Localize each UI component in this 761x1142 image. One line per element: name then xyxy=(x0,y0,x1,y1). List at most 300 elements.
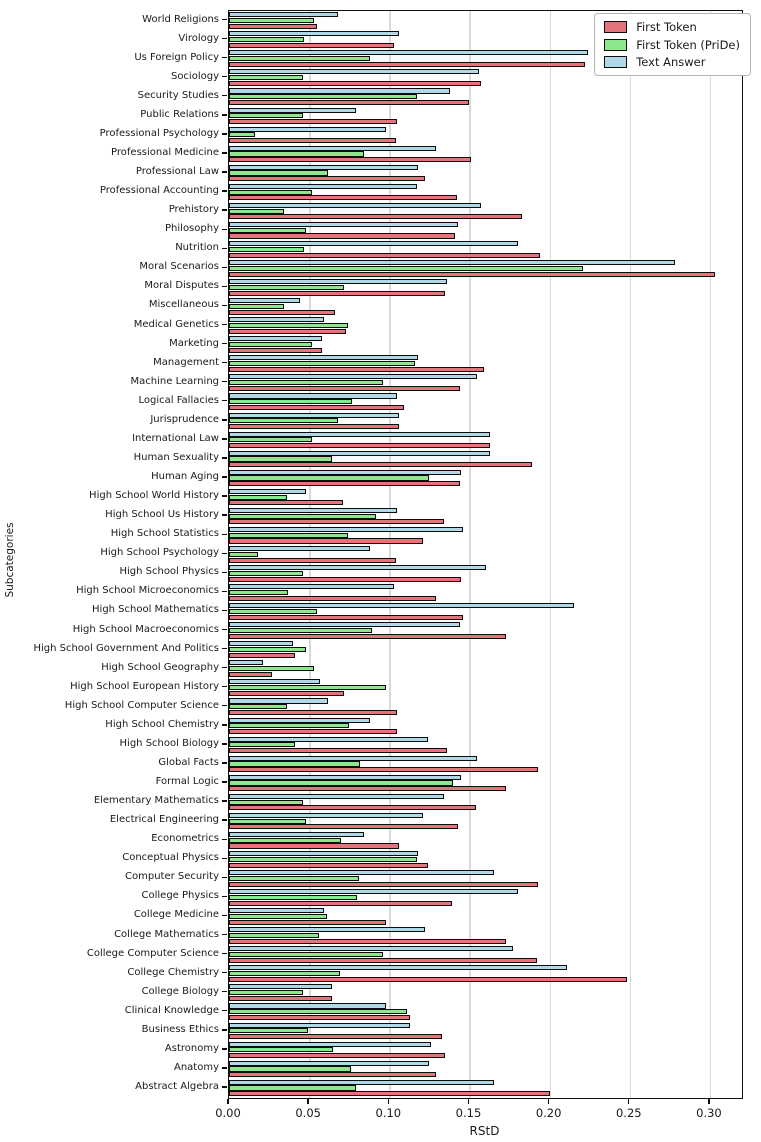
bar-first-token xyxy=(229,920,386,925)
bar-first-token xyxy=(229,481,460,486)
y-tick-mark xyxy=(222,553,227,554)
bar-text-answer xyxy=(229,355,418,360)
category-label: High School Macroeconomics xyxy=(72,623,219,635)
y-tick-mark xyxy=(222,76,227,77)
category-label-row xyxy=(0,353,227,372)
category-label-row xyxy=(0,1078,227,1097)
bar-text-answer xyxy=(229,298,300,303)
y-tick-mark xyxy=(222,572,227,573)
bar-first-token-pride- xyxy=(229,952,383,957)
bar-group xyxy=(229,87,742,106)
category-label-row xyxy=(0,792,227,811)
y-tick-mark xyxy=(222,438,227,439)
bar-first-token xyxy=(229,558,396,563)
y-tick-mark xyxy=(222,800,227,801)
category-label: Us Foreign Policy xyxy=(134,51,219,63)
bar-text-answer xyxy=(229,546,370,551)
category-label-row xyxy=(0,773,227,792)
y-tick-mark xyxy=(222,629,227,630)
bar-text-answer xyxy=(229,470,461,475)
x-tick-label: 0.25 xyxy=(615,1105,642,1120)
bar-first-token xyxy=(229,786,506,791)
y-tick-mark xyxy=(222,324,227,325)
category-label: High School Computer Science xyxy=(64,699,219,711)
category-label-row xyxy=(0,1058,227,1077)
y-tick-mark xyxy=(222,1048,227,1049)
bar-first-token-pride- xyxy=(229,590,288,595)
x-tick-mark xyxy=(227,1099,228,1104)
category-label-row xyxy=(0,86,227,105)
category-label-row xyxy=(0,677,227,696)
bar-text-answer xyxy=(229,489,306,494)
y-tick-mark xyxy=(222,514,227,515)
category-label: Marketing xyxy=(169,337,219,349)
bar-text-answer xyxy=(229,775,461,780)
bar-group xyxy=(229,354,742,373)
category-label: High School World History xyxy=(89,490,219,502)
bar-text-answer xyxy=(229,336,322,341)
y-tick-mark xyxy=(222,991,227,992)
bar-first-token xyxy=(229,424,399,429)
bar-first-token xyxy=(229,1072,436,1077)
category-label: Jurisprudence xyxy=(150,413,219,425)
bar-text-answer xyxy=(229,908,324,913)
bar-text-answer xyxy=(229,603,574,608)
x-tick-label: 0.20 xyxy=(535,1105,562,1120)
bar-first-token-pride- xyxy=(229,170,328,175)
bar-text-answer xyxy=(229,1061,429,1066)
category-label-row xyxy=(0,963,227,982)
bar-first-token-pride- xyxy=(229,228,306,233)
bar-text-answer xyxy=(229,508,397,513)
bar-group xyxy=(229,106,742,125)
category-label: High School Physics xyxy=(119,566,219,578)
category-label: Abstract Algebra xyxy=(135,1081,219,1093)
bar-first-token-pride- xyxy=(229,94,417,99)
bar-first-token xyxy=(229,443,490,448)
bar-group xyxy=(229,411,742,430)
category-label: Human Aging xyxy=(151,471,219,483)
category-label: High School Us History xyxy=(105,509,219,521)
x-tick-mark xyxy=(708,1099,709,1104)
bar-text-answer xyxy=(229,965,567,970)
category-label-row xyxy=(0,315,227,334)
category-label: Miscellaneous xyxy=(148,299,219,311)
legend-swatch xyxy=(604,21,627,33)
bar-first-token-pride- xyxy=(229,418,338,423)
bar-first-token xyxy=(229,291,445,296)
legend-swatch xyxy=(604,56,627,68)
legend-entry xyxy=(604,39,740,51)
bar-group xyxy=(229,888,742,907)
category-label: Management xyxy=(153,356,219,368)
bar-first-token xyxy=(229,214,522,219)
category-label-row xyxy=(0,925,227,944)
plot-area xyxy=(228,10,743,1099)
bar-text-answer xyxy=(229,241,518,246)
bar-first-token-pride- xyxy=(229,666,314,671)
bar-group xyxy=(229,564,742,583)
bar-first-token xyxy=(229,538,423,543)
bar-group xyxy=(229,1059,742,1078)
bar-first-token-pride- xyxy=(229,1009,407,1014)
bar-text-answer xyxy=(229,69,479,74)
bar-first-token-pride- xyxy=(229,209,284,214)
bar-text-answer xyxy=(229,31,399,36)
bar-text-answer xyxy=(229,432,490,437)
y-tick-mark xyxy=(222,400,227,401)
bar-text-answer xyxy=(229,413,399,418)
category-label: College Chemistry xyxy=(127,966,219,978)
category-label: College Mathematics xyxy=(114,928,219,940)
y-tick-mark xyxy=(222,171,227,172)
bar-first-token-pride- xyxy=(229,685,386,690)
bar-first-token xyxy=(229,233,455,238)
category-label-row xyxy=(0,1020,227,1039)
bar-first-token-pride- xyxy=(229,800,303,805)
bar-text-answer xyxy=(229,889,518,894)
bar-text-answer xyxy=(229,1080,494,1085)
bar-group xyxy=(229,449,742,468)
bar-first-token xyxy=(229,1015,410,1020)
category-label-row xyxy=(0,105,227,124)
y-tick-mark xyxy=(222,114,227,115)
category-label: College Physics xyxy=(141,890,219,902)
bar-first-token xyxy=(229,710,397,715)
bar-first-token xyxy=(229,24,317,29)
bar-first-token-pride- xyxy=(229,1047,333,1052)
bar-first-token-pride- xyxy=(229,819,306,824)
category-label-row xyxy=(0,639,227,658)
bar-group xyxy=(229,1079,742,1098)
bar-text-answer xyxy=(229,660,263,665)
category-label: Philosophy xyxy=(165,223,219,235)
y-tick-mark xyxy=(222,972,227,973)
category-label-row xyxy=(0,296,227,315)
bar-text-answer xyxy=(229,946,513,951)
bar-group xyxy=(229,754,742,773)
category-label: Business Ethics xyxy=(141,1023,219,1035)
category-label-row xyxy=(0,163,227,182)
bar-first-token xyxy=(229,1091,550,1096)
y-tick-mark xyxy=(222,19,227,20)
bar-first-token xyxy=(229,348,322,353)
bar-text-answer xyxy=(229,584,394,589)
legend-label: Text Answer xyxy=(636,55,706,69)
bar-first-token-pride- xyxy=(229,704,287,709)
bar-first-token xyxy=(229,157,471,162)
category-label: Machine Learning xyxy=(130,375,219,387)
bar-first-token xyxy=(229,824,458,829)
bar-first-token xyxy=(229,1034,442,1039)
bar-text-answer xyxy=(229,165,418,170)
category-label: College Biology xyxy=(141,985,219,997)
bar-text-answer xyxy=(229,698,328,703)
bar-first-token-pride- xyxy=(229,761,360,766)
bar-group xyxy=(229,373,742,392)
bar-first-token xyxy=(229,43,394,48)
category-label: Conceptual Physics xyxy=(122,852,219,864)
y-tick-mark xyxy=(222,686,227,687)
category-label-row xyxy=(0,525,227,544)
category-label-row xyxy=(0,29,227,48)
bar-first-token-pride- xyxy=(229,323,348,328)
bar-first-token-pride- xyxy=(229,495,287,500)
bar-first-token xyxy=(229,767,538,772)
category-label-row xyxy=(0,811,227,830)
bar-text-answer xyxy=(229,127,386,132)
category-label: High School Geography xyxy=(101,661,219,673)
x-tick-mark xyxy=(628,1099,629,1104)
y-tick-mark xyxy=(222,781,227,782)
category-label-row xyxy=(0,220,227,239)
x-axis-title: RStD xyxy=(469,1124,500,1138)
bar-text-answer xyxy=(229,279,447,284)
category-label: College Medicine xyxy=(133,909,219,921)
y-tick-mark xyxy=(222,534,227,535)
bar-text-answer xyxy=(229,756,477,761)
y-tick-mark xyxy=(222,591,227,592)
category-label-row xyxy=(0,849,227,868)
y-tick-mark xyxy=(222,38,227,39)
y-tick-mark xyxy=(222,762,227,763)
bar-first-token xyxy=(229,81,481,86)
bar-text-answer xyxy=(229,50,588,55)
bar-group xyxy=(229,793,742,812)
bar-text-answer xyxy=(229,317,324,322)
legend-entry xyxy=(604,21,740,33)
bar-first-token-pride- xyxy=(229,342,312,347)
bar-text-answer xyxy=(229,108,356,113)
category-label: High School Mathematics xyxy=(92,604,219,616)
bar-group xyxy=(229,716,742,735)
category-label: Clinical Knowledge xyxy=(124,1004,219,1016)
y-tick-mark xyxy=(222,839,227,840)
bar-first-token xyxy=(229,519,444,524)
y-tick-mark xyxy=(222,1086,227,1087)
y-tick-mark xyxy=(222,248,227,249)
bar-text-answer xyxy=(229,88,450,93)
bar-first-token xyxy=(229,119,397,124)
category-label-row xyxy=(0,334,227,353)
bar-first-token xyxy=(229,62,585,67)
category-label-row xyxy=(0,982,227,1001)
bar-first-token xyxy=(229,329,346,334)
category-label-row xyxy=(0,868,227,887)
category-axis-labels xyxy=(0,10,227,1097)
bar-group xyxy=(229,602,742,621)
category-label-row xyxy=(0,201,227,220)
bar-text-answer xyxy=(229,393,397,398)
bar-group xyxy=(229,488,742,507)
bar-first-token xyxy=(229,634,506,639)
bar-first-token xyxy=(229,596,436,601)
category-label: Security Studies xyxy=(137,89,219,101)
bar-group xyxy=(229,964,742,983)
y-tick-mark xyxy=(222,819,227,820)
bar-group xyxy=(229,469,742,488)
bar-group xyxy=(229,125,742,144)
y-tick-mark xyxy=(222,209,227,210)
category-label: College Computer Science xyxy=(86,947,219,959)
bar-group xyxy=(229,526,742,545)
category-label-row xyxy=(0,658,227,677)
x-tick-label: 0.05 xyxy=(295,1105,321,1120)
bar-group xyxy=(229,221,742,240)
bar-text-answer xyxy=(229,203,481,208)
category-label: Prehistory xyxy=(168,204,219,216)
category-label: Logical Fallacies xyxy=(138,394,219,406)
bar-group xyxy=(229,144,742,163)
bar-first-token xyxy=(229,195,457,200)
bar-group xyxy=(229,335,742,354)
category-label: Astronomy xyxy=(164,1042,219,1054)
category-label-row xyxy=(0,601,227,620)
bar-group xyxy=(229,640,742,659)
category-label-row xyxy=(0,10,227,29)
category-label: Sociology xyxy=(170,70,219,82)
y-tick-mark xyxy=(222,1029,227,1030)
bar-text-answer xyxy=(229,832,364,837)
category-label: High School Statistics xyxy=(110,528,219,540)
bar-group xyxy=(229,926,742,945)
y-tick-mark xyxy=(222,381,227,382)
x-tick-label: 0.30 xyxy=(696,1105,722,1120)
y-tick-mark xyxy=(222,57,227,58)
bar-group xyxy=(229,735,742,754)
bar-first-token-pride- xyxy=(229,609,317,614)
bar-first-token xyxy=(229,405,404,410)
bar-first-token xyxy=(229,386,460,391)
bar-first-token-pride- xyxy=(229,18,314,23)
bar-group xyxy=(229,907,742,926)
category-label: Moral Disputes xyxy=(144,280,219,292)
bar-first-token xyxy=(229,939,506,944)
bar-text-answer xyxy=(229,12,338,17)
bar-group xyxy=(229,430,742,449)
bar-text-answer xyxy=(229,527,463,532)
category-label-row xyxy=(0,48,227,67)
bar-group xyxy=(229,316,742,335)
x-tick-label: 0.10 xyxy=(375,1105,402,1120)
bar-first-token xyxy=(229,653,295,658)
category-label: Computer Security xyxy=(125,871,219,883)
legend xyxy=(594,13,751,76)
bar-first-token-pride- xyxy=(229,628,372,633)
bar-text-answer xyxy=(229,641,293,646)
category-label: High School Government And Politics xyxy=(33,642,219,654)
bar-first-token-pride- xyxy=(229,1085,356,1090)
category-label: Professional Law xyxy=(135,166,219,178)
bar-first-token xyxy=(229,863,428,868)
bar-first-token xyxy=(229,805,476,810)
legend-entry xyxy=(604,56,740,68)
y-tick-mark xyxy=(222,1067,227,1068)
bar-first-token-pride- xyxy=(229,1066,351,1071)
category-label-row xyxy=(0,715,227,734)
category-label-row xyxy=(0,1001,227,1020)
bar-group xyxy=(229,183,742,202)
bar-first-token-pride- xyxy=(229,1028,308,1033)
bar-first-token-pride- xyxy=(229,151,364,156)
bar-group xyxy=(229,202,742,221)
bar-first-token xyxy=(229,882,538,887)
bar-group xyxy=(229,831,742,850)
bar-first-token-pride- xyxy=(229,399,352,404)
y-tick-mark xyxy=(222,610,227,611)
bar-first-token-pride- xyxy=(229,190,312,195)
y-tick-mark xyxy=(222,705,227,706)
bar-first-token-pride- xyxy=(229,647,306,652)
category-label: Electrical Engineering xyxy=(109,814,219,826)
bar-text-answer xyxy=(229,1042,431,1047)
bar-group xyxy=(229,297,742,316)
y-tick-mark xyxy=(222,667,227,668)
bar-first-token xyxy=(229,748,447,753)
bar-first-token-pride- xyxy=(229,933,319,938)
category-label-row xyxy=(0,391,227,410)
bar-text-answer xyxy=(229,679,320,684)
category-label: Nutrition xyxy=(175,242,219,254)
bar-first-token xyxy=(229,100,469,105)
category-label-row xyxy=(0,753,227,772)
bar-group xyxy=(229,259,742,278)
y-tick-mark xyxy=(222,152,227,153)
bar-text-answer xyxy=(229,1003,386,1008)
bar-group xyxy=(229,621,742,640)
bar-text-answer xyxy=(229,451,490,456)
y-tick-mark xyxy=(222,648,227,649)
bar-first-token xyxy=(229,615,463,620)
bar-group xyxy=(229,507,742,526)
category-label: Anatomy xyxy=(173,1061,219,1073)
bar-group xyxy=(229,850,742,869)
category-label: Moral Scenarios xyxy=(139,261,219,273)
bar-group xyxy=(229,869,742,888)
bar-first-token xyxy=(229,729,397,734)
x-tick-mark xyxy=(307,1099,308,1104)
bar-first-token xyxy=(229,367,484,372)
bar-first-token-pride- xyxy=(229,266,583,271)
bar-first-token-pride- xyxy=(229,380,383,385)
y-tick-mark xyxy=(222,362,227,363)
bar-first-token-pride- xyxy=(229,113,303,118)
bar-group xyxy=(229,774,742,793)
bar-first-token-pride- xyxy=(229,37,304,42)
bar-group xyxy=(229,812,742,831)
y-tick-mark xyxy=(222,229,227,230)
category-label: High School European History xyxy=(70,680,219,692)
bar-text-answer xyxy=(229,813,423,818)
bar-text-answer xyxy=(229,622,460,627)
category-label-row xyxy=(0,1039,227,1058)
category-label: Global Facts xyxy=(158,756,219,768)
bar-group xyxy=(229,1021,742,1040)
bar-text-answer xyxy=(229,794,444,799)
category-label-row xyxy=(0,506,227,525)
x-tick-label: 0.00 xyxy=(215,1105,241,1120)
bar-first-token-pride- xyxy=(229,990,303,995)
bar-text-answer xyxy=(229,870,494,875)
legend-label: First Token xyxy=(636,20,697,34)
category-label-row xyxy=(0,277,227,296)
bar-first-token xyxy=(229,672,272,677)
category-label: Human Sexuality xyxy=(133,451,219,463)
bar-group xyxy=(229,697,742,716)
y-tick-mark xyxy=(222,915,227,916)
category-label-row xyxy=(0,582,227,601)
bar-first-token xyxy=(229,843,399,848)
